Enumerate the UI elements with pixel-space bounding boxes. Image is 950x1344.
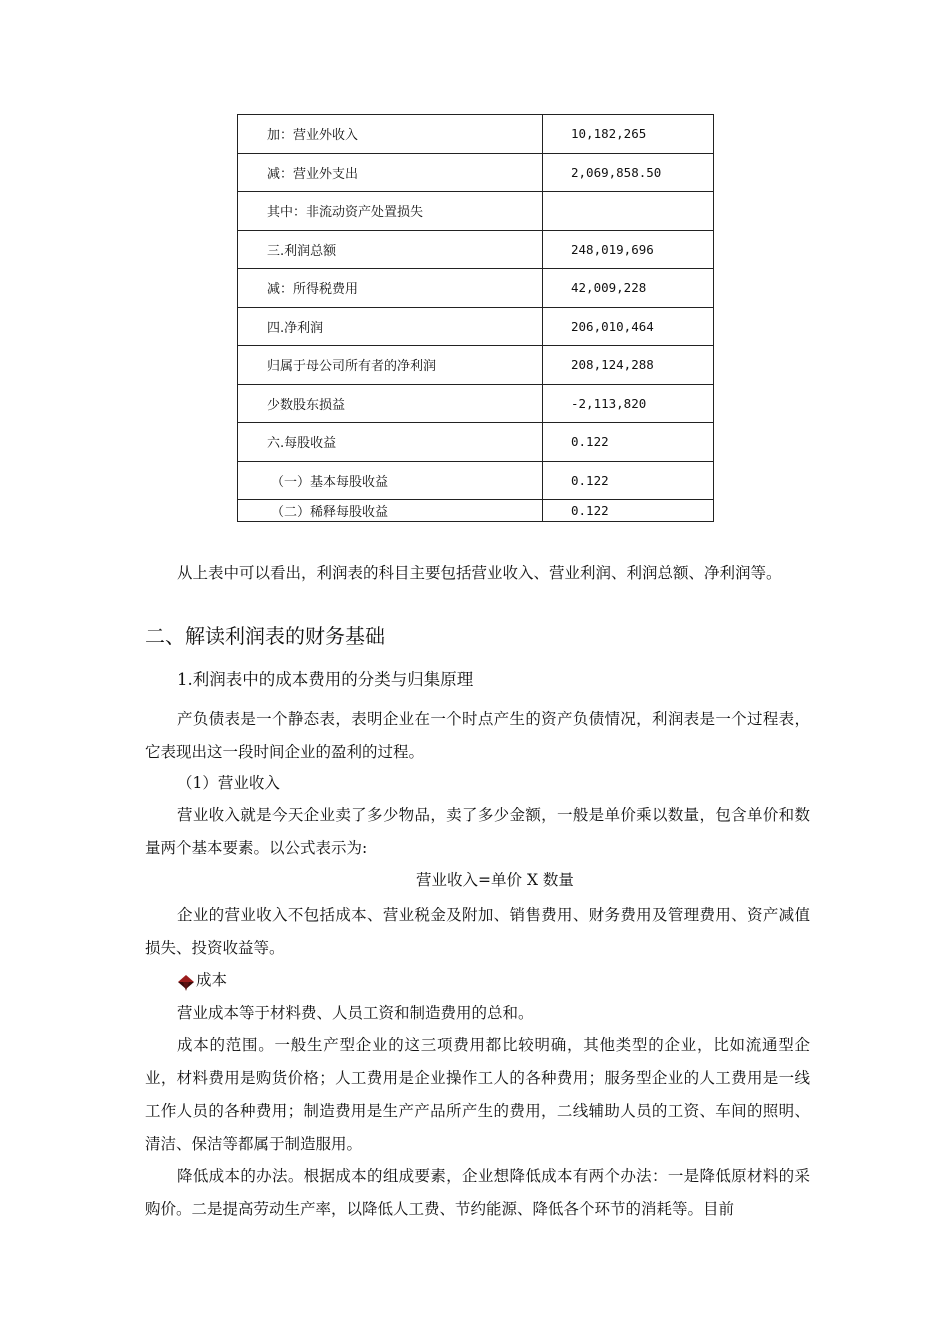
row-label: （一）基本每股收益	[238, 461, 543, 500]
section-heading: 二、解读利润表的财务基础	[145, 624, 385, 648]
row-label: 少数股东损益	[238, 384, 543, 423]
table-row	[238, 153, 714, 192]
row-value: 42,009,228	[543, 269, 714, 308]
row-label: 归属于母公司所有者的净利润	[238, 346, 543, 385]
row-value: 248,019,696	[543, 230, 714, 269]
row-value	[543, 192, 714, 231]
row-value: 0.122	[543, 500, 714, 522]
table-row	[238, 384, 714, 423]
table-summary-paragraph: 从上表中可以看出，利润表的科目主要包括营业收入、营业利润、利润总额、净利润等。	[177, 564, 782, 582]
table-row	[238, 192, 714, 231]
row-label: 四.净利润	[238, 307, 543, 346]
row-label: 加：营业外收入	[238, 115, 543, 154]
cost-scope-paragraph: 成本的范围。一般生产型企业的这三项费用都比较明确，其他类型的企业，比如流通型企业，材料费用是购货价格；人工费用是企业操作工人的各种费用；服务型企业的人工费用是一线工作人员的各种费用；制造费用是生产产品所产生的费用，二线辅助人员的工资、车间的照明、清洁、保洁等都属于制造服用。	[145, 1036, 810, 1153]
revenue-paragraph: 营业收入就是今天企业卖了多少物品，卖了多少金额，一般是单价乘以数量，包含单价和数量两个基本要素。以公式表示为:	[145, 806, 810, 857]
cost-bullet-label: 成本	[196, 971, 228, 989]
cost-reduction-paragraph: 降低成本的办法。根据成本的组成要素，企业想降低成本有两个办法：一是降低原材料的采购价。二是提高劳动生产率，以降低人工费、节约能源、降低各个环节的消耗等。目前	[145, 1167, 810, 1218]
table-row	[238, 423, 714, 462]
row-value: 2,069,858.50	[543, 153, 714, 192]
table-row	[238, 500, 714, 522]
cost-bullet	[177, 964, 227, 996]
row-value: 10,182,265	[543, 115, 714, 154]
row-label: 减：营业外支出	[238, 153, 543, 192]
table-row	[238, 115, 714, 154]
sub-heading: 1.利润表中的成本费用的分类与归集原理	[177, 670, 474, 689]
row-value: 0.122	[543, 461, 714, 500]
table-row	[238, 269, 714, 308]
row-label: 减：所得税费用	[238, 269, 543, 308]
cost-definition-paragraph: 营业成本等于材料费、人员工资和制造费用的总和。	[177, 1004, 534, 1022]
row-label: 三.利润总额	[238, 230, 543, 269]
table-row	[238, 461, 714, 500]
revenue-formula: 营业收入=单价 X 数量	[416, 871, 574, 889]
revenue-exclusion-paragraph: 企业的营业收入不包括成本、营业税金及附加、销售费用、财务费用及管理费用、资产减值损失、投资收益等。	[145, 906, 810, 957]
table-row	[238, 307, 714, 346]
income-statement-table	[237, 114, 714, 522]
table-row	[238, 346, 714, 385]
row-value: 0.122	[543, 423, 714, 462]
row-label: 六.每股收益	[238, 423, 543, 462]
intro-paragraph: 产负债表是一个静态表，表明企业在一个时点产生的资产负债情况，利润表是一个过程表，它表现出这一段时间企业的盈利的过程。	[145, 710, 810, 761]
row-label: 其中：非流动资产处置损失	[238, 192, 543, 231]
table-row	[238, 230, 714, 269]
row-value: 206,010,464	[543, 307, 714, 346]
row-value: -2,113,820	[543, 384, 714, 423]
row-label: （二）稀释每股收益	[238, 500, 543, 522]
item-heading-revenue: （1）营业收入	[177, 774, 280, 792]
diamond-arrow-bullet-icon	[177, 971, 195, 989]
row-value: 208,124,288	[543, 346, 714, 385]
